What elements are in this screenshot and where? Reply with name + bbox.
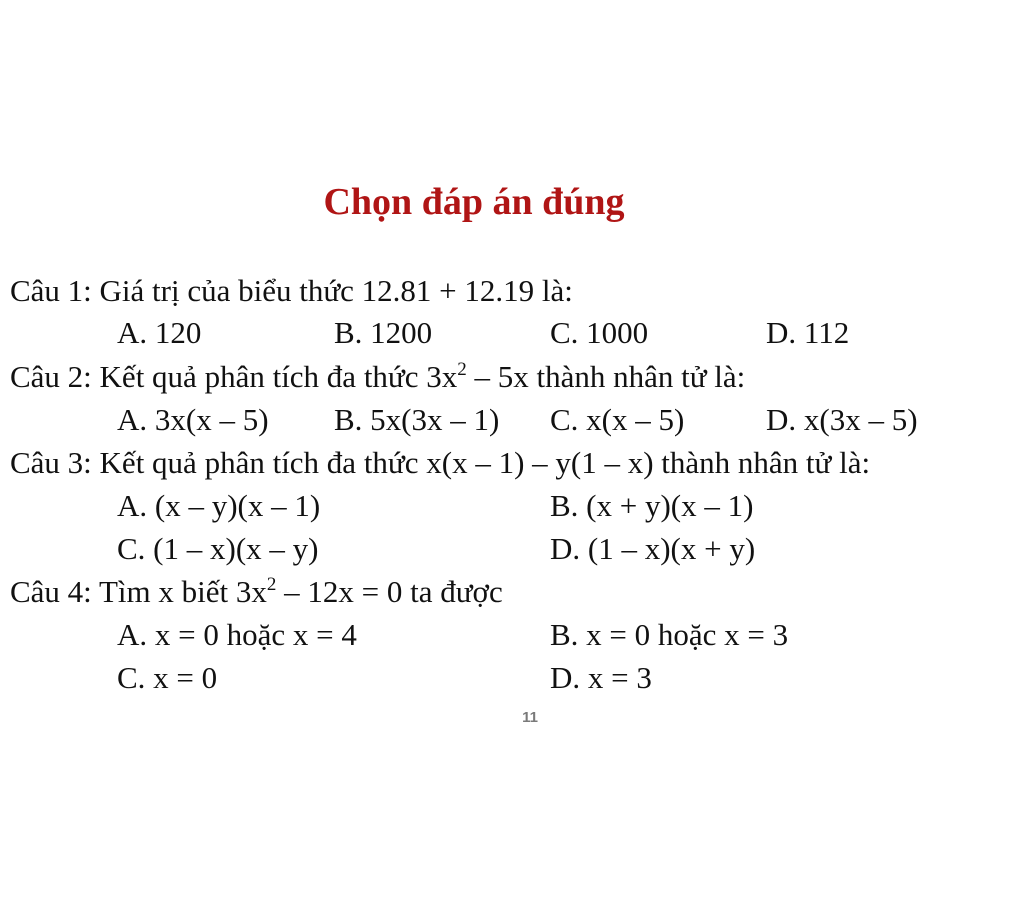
question-2-option-a: A. 3x(x – 5) [117,402,269,437]
question-2-exponent: 2 [457,359,467,380]
question-4-exponent: 2 [266,574,277,595]
question-1-option-c: C. 1000 [550,315,649,350]
question-1: Câu 1: Giá trị của biểu thức 12.81 + 12.19 là: [10,273,573,308]
question-2-text-end: – 5x thành nhân tử là: [466,359,746,394]
question-1-option-a: A. 120 [117,315,202,350]
question-2-option-b: B. 5x(3x – 1) [334,402,500,437]
page-number: 11 [522,709,538,726]
question-2 [10,357,745,397]
question-3-option-b: B. (x + y)(x – 1) [550,488,754,523]
question-3-option-d: D. (1 – x)(x + y) [550,531,756,566]
question-4 [10,572,503,612]
question-2-option-c: C. x(x – 5) [550,402,685,437]
question-2-option-d: D. x(3x – 5) [766,402,918,437]
question-4-text-end: – 12x = 0 ta được [276,574,503,609]
question-4-option-b: B. x = 0 hoặc x = 3 [550,617,789,652]
question-1-option-b: B. 1200 [334,315,433,350]
question-3: Câu 3: Kết quả phân tích đa thức x(x – 1) – y(1 – x) thành nhân tử là: [10,445,871,480]
question-2-text-start: Câu 2: Kết quả phân tích đa thức 3x [10,359,458,394]
question-4-option-d: D. x = 3 [550,660,652,695]
slide-title: Chọn đáp án đúng [323,181,625,223]
question-3-option-a: A. (x – y)(x – 1) [117,488,321,523]
question-4-option-a: A. x = 0 hoặc x = 4 [117,617,357,652]
question-4-text-start: Câu 4: Tìm x biết 3x [10,574,267,609]
question-1-option-d: D. 112 [766,315,850,350]
question-3-option-c: C. (1 – x)(x – y) [117,531,319,566]
question-4-option-c: C. x = 0 [117,660,218,695]
